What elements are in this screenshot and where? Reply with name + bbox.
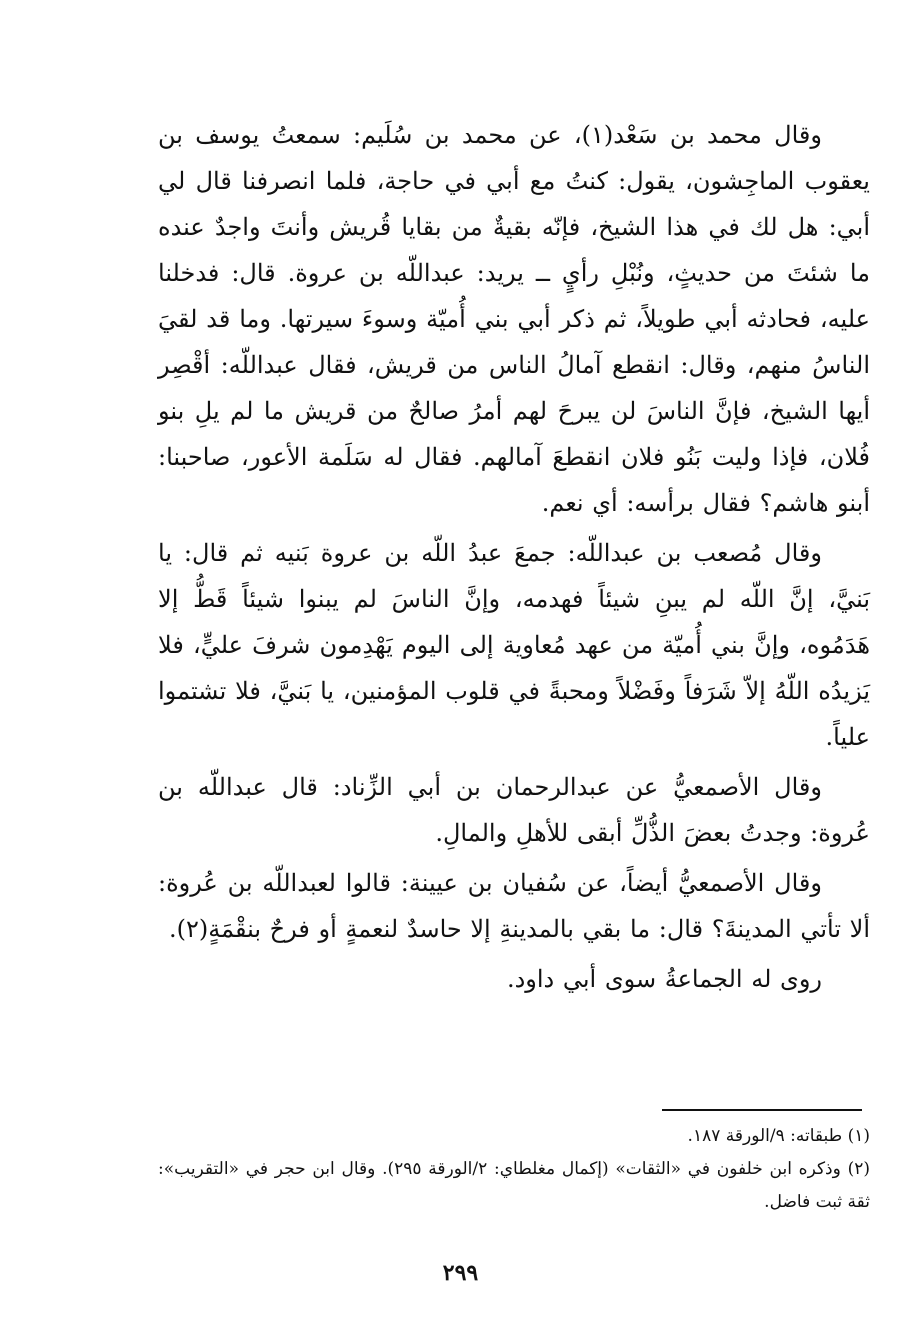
main-text: [158, 112, 870, 1006]
footnotes: [158, 1120, 870, 1219]
footnote-divider: [662, 1109, 862, 1111]
paragraph-closing: روى له الجماعةُ سوى أبي داود.: [506, 965, 822, 993]
page-number: ٢٩٩: [442, 1260, 479, 1286]
footnote-1: (١) طبقاته: ٩/الورقة ١٨٧.: [687, 1126, 870, 1146]
paragraph-musab: وقال مُصعب بن عبداللّه: جمعَ عبدُ اللّه بن عروة بَنيه ثم قال: يا بَنيَّ، إنَّ اللّه لم يبنِ شيئاً فهدمه، وإنَّ الناسَ لم يبنوا شيئاً قَطُّ إلا هَدَمُوه، وإنَّ بني أُميّة من عهد مُعاوية إلى اليوم يَهْدِمون شرفَ عليٍّ، فلا يَزيدُه اللّهُ إلاّ شَرَفاً وفَضْلاً ومحبةً في قلوب المؤمنين، يا بَنيَّ، فلا تشتموا علياً.: [158, 539, 870, 751]
paragraph-asmai-1: وقال الأصمعيُّ عن عبدالرحمان بن أبي الزِّناد: قال عبداللّه بن عُروة: وجدتُ بعضَ الذُّلِّ أبقى للأهلِ والمالِ.: [158, 773, 870, 847]
footnote-2: (٢) وذكره ابن خلفون في «الثقات» (إكمال مغلطاي: ٢/الورقة ٢٩٥). وقال ابن حجر في «التقريب»: ثقة ثبت فاضل.: [158, 1159, 870, 1212]
paragraph-asmai-2: وقال الأصمعيُّ أيضاً، عن سُفيان بن عيينة: قالوا لعبداللّه بن عُروة: ألا تأتي المدينةَ؟ قال: ما بقي بالمدينةِ إلا حاسدٌ لنعمةٍ أو فرحٌ بنقْمَةٍ(٢).: [158, 869, 870, 943]
paragraph-ibn-saad: وقال محمد بن سَعْد(١)، عن محمد بن سُلَيم: سمعتُ يوسف بن يعقوب الماجِشون، يقول: كنتُ مع أبي في حاجة، فلما انصرفنا قال لي أبي: هل لك في هذا الشيخ، فإنّه بقيةٌ من بقايا قُريش وأنتَ واجدٌ عنده ما شئتَ من حديثٍ، ونُبْلِ رأيٍ ــ يريد: عبداللّه بن عروة. قال: فدخلنا عليه، فحادثه أبي طويلاً، ثم ذكر أبي بني أُميّة وسوءَ سيرتها. وما قد لقيَ الناسُ منهم، وقال: انقطع آمالُ الناس من قريش، فقال عبداللّه: أقْصِر أيها الشيخ، فإنَّ الناسَ لن يبرحَ لهم أمرُ صالحٌ من قريش ما لم يلِ بنو فُلان، فإذا وليت بَنُو فلان انقطعَ آمالهم. فقال له سَلَمة الأعور، صاحبنا: أبنو هاشم؟ فقال برأسه: أي نعم.: [158, 121, 871, 517]
